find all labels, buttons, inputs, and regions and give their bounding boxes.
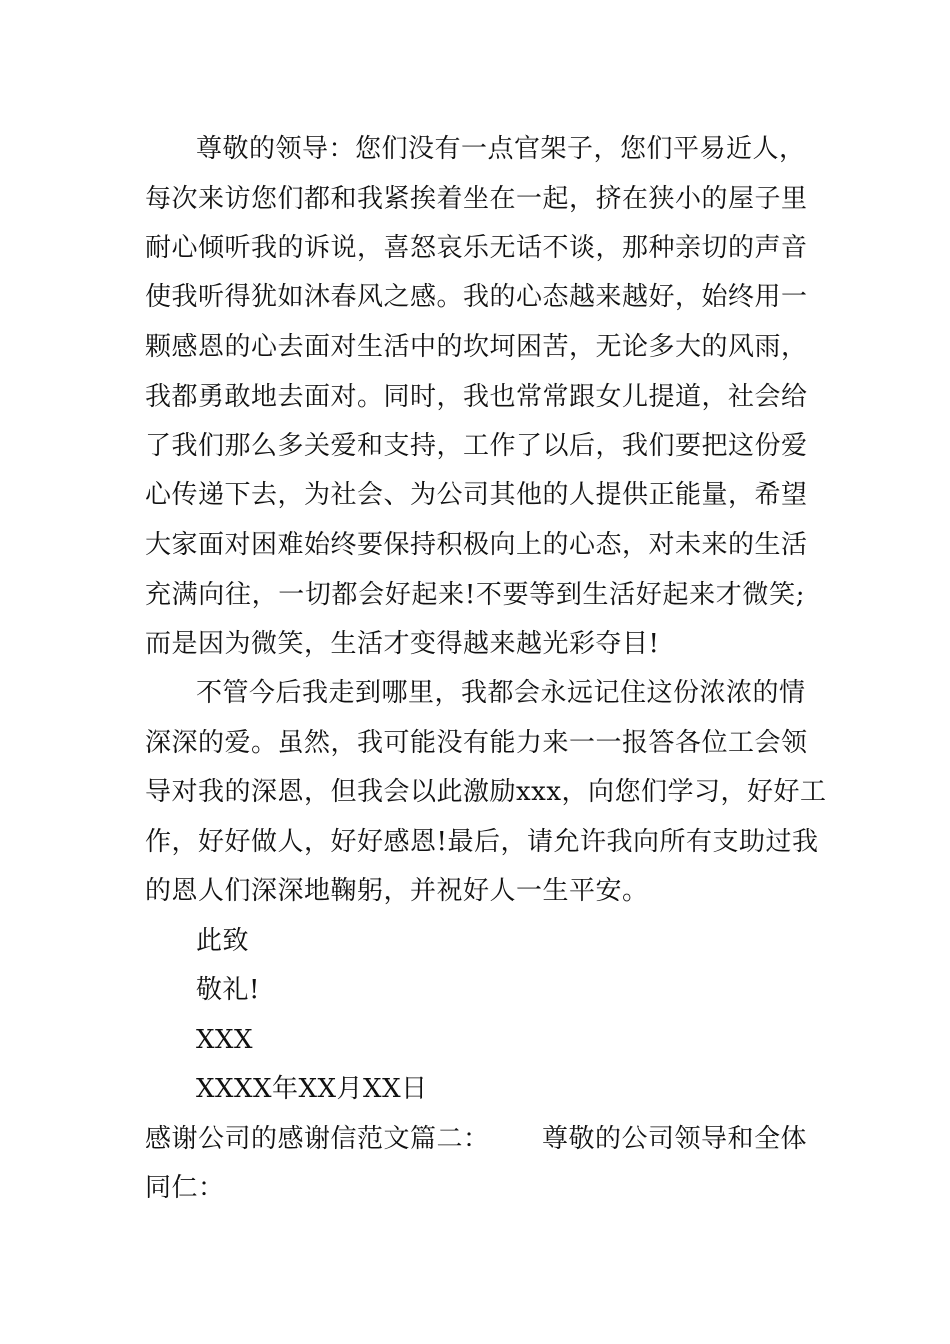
- paragraph-2-line-4: 作，好好做人，好好感恩!最后，请允许我向所有支助过我: [145, 827, 819, 857]
- paragraph-1-line-11: 而是因为微笑，生活才变得越来越光彩夺目!: [145, 629, 660, 659]
- section-two-greeting-start: 尊敬的公司领导和全体: [542, 1124, 808, 1154]
- paragraph-1-line-5: 颗感恩的心去面对生活中的坎坷困苦，无论多大的风雨，: [145, 332, 808, 362]
- section-two-greeting-end: 同仁：: [145, 1173, 225, 1203]
- paragraph-1-line-10: 充满向往，一切都会好起来!不要等到生活好起来才微笑;: [145, 580, 805, 610]
- paragraph-2-line-3: 导对我的深恩，但我会以此激励xxx，向您们学习，好好工: [145, 777, 827, 807]
- paragraph-1-line-8: 心传递下去，为社会、为公司其他的人提供正能量，希望: [145, 480, 808, 510]
- paragraph-1-line-4: 使我听得犹如沐春风之感。我的心态越来越好，始终用一: [145, 282, 808, 312]
- paragraph-1-line-2: 每次来访您们都和我紧挨着坐在一起，挤在狭小的屋子里: [145, 184, 808, 214]
- closing-date: XXXX年XX月XX日: [196, 1074, 428, 1104]
- paragraph-1-line-6: 我都勇敢地去面对。同时，我也常常跟女儿提道，社会给: [145, 382, 808, 412]
- paragraph-2-line-5: 的恩人们深深地鞠躬，并祝好人一生平安。: [145, 876, 649, 906]
- paragraph-1-line-1: 尊敬的领导：您们没有一点官架子，您们平易近人，: [196, 134, 806, 164]
- paragraph-2-line-1: 不管今后我走到哪里，我都会永远记住这份浓浓的情: [196, 678, 806, 708]
- closing-salutation: 此致: [196, 926, 250, 956]
- paragraph-1-line-3: 耐心倾听我的诉说，喜怒哀乐无话不谈，那种亲切的声音: [145, 233, 808, 263]
- paragraph-1-line-7: 了我们那么多关爱和支持，工作了以后，我们要把这份爱: [145, 431, 808, 461]
- paragraph-2-line-2: 深深的爱。虽然，我可能没有能力来一一报答各位工会领: [145, 728, 808, 758]
- section-two-title: 感谢公司的感谢信范文篇二：: [145, 1124, 490, 1154]
- closing-signature: XXX: [196, 1025, 254, 1055]
- paragraph-1-line-9: 大家面对困难始终要保持积极向上的心态，对未来的生活: [145, 530, 808, 560]
- closing-regards: 敬礼!: [196, 975, 260, 1005]
